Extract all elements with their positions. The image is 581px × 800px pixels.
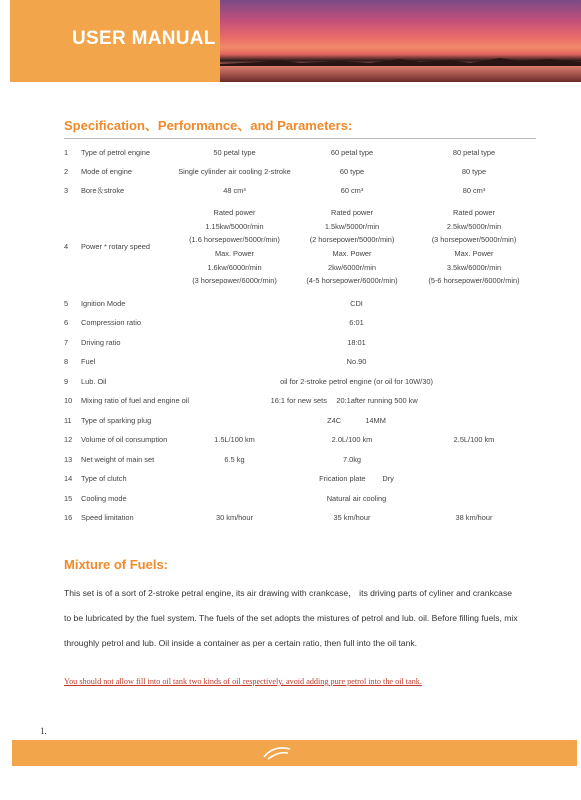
power-line: 1.6kw/6000r/min (207, 262, 262, 272)
power-line: (3 horsepower/5000r/min) (431, 235, 517, 245)
param-label: Driving ratio (81, 337, 121, 347)
row-number: 6 (64, 318, 69, 328)
param-label: Type of sparking plug (81, 415, 152, 425)
paragraph-line: throughly petrol and lub. Oil inside a container as per a certain ratio, then full into the oil tank. (64, 638, 418, 648)
table-row (64, 450, 536, 470)
param-label: Ignition Mode (81, 298, 126, 308)
value-50: Single cylinder air cooling 2-stroke (178, 166, 291, 176)
spec-section-title: Specification、Performance、and Parameters: (64, 118, 353, 133)
mixture-paragraph (64, 581, 536, 656)
row-number: 7 (64, 337, 69, 347)
row-number: 13 (64, 454, 73, 464)
value-60: 60 type (339, 166, 365, 176)
param-value: CDI (350, 298, 363, 308)
value-80: 38 km/hour (455, 513, 493, 523)
value-80: 80 petal type (452, 147, 496, 157)
value-60: 2.0L/100 km (331, 435, 373, 445)
value-80: 80 cm³ (462, 185, 486, 195)
table-row (64, 392, 536, 412)
param-label: Compression ratio (81, 318, 141, 328)
row-number: 15 (64, 493, 73, 503)
param-label: Type of petrol engine (81, 147, 151, 157)
power-line: Rated power (331, 208, 373, 218)
row-number: 8 (64, 357, 69, 367)
table-row (64, 509, 536, 529)
power-line: (4-5 horsepower/6000r/min) (306, 276, 398, 286)
swoosh-logo-icon (262, 745, 292, 761)
power-line: (3 horsepower/6000r/min) (192, 276, 277, 286)
param-label: Power * rotary speed (81, 242, 151, 252)
param-label: Bore＆stroke (81, 185, 125, 195)
param-label: Net weight of main set (81, 454, 155, 464)
table-row (64, 372, 536, 392)
table-row (64, 489, 536, 509)
param-label: Mode of engine (81, 166, 132, 176)
row-number: 5 (64, 298, 69, 308)
power-line: Max. Power (332, 249, 372, 258)
table-row (64, 431, 536, 451)
power-line: Rated power (213, 208, 256, 218)
row-number: 1 (64, 147, 69, 157)
table-row (64, 162, 536, 181)
paragraph-line: to be lubricated by the fuel system. The fuels of the set adopts the mistures of petrol and lub. oil. Before filling fuels, mix (64, 613, 518, 623)
table-row (64, 353, 536, 373)
value-50: 50 petal type (213, 147, 256, 157)
param-value: 18:01 (347, 337, 366, 347)
value-60: 7.0kg (342, 454, 362, 464)
power-line: Max. Power (454, 249, 494, 258)
value-60: 60 cm³ (340, 185, 364, 195)
table-row (64, 314, 536, 334)
param-label: Cooling mode (81, 493, 127, 503)
power-line: 2.5kw/5000r/min (446, 221, 502, 231)
power-50 (177, 206, 292, 288)
mixture-section-title: Mixture of Fuels: (64, 557, 169, 572)
param-value: oil for 2-stroke petrol engine (or oil for 10W/30) (280, 376, 433, 386)
row-number: 10 (64, 396, 73, 406)
power-80 (412, 206, 536, 288)
power-line: (1.6 horsepower/5000r/min) (189, 235, 280, 245)
value-80: 80 type (461, 166, 487, 176)
param-value: 6:01 (349, 318, 364, 328)
table-row (64, 181, 536, 200)
row-number: 14 (64, 474, 73, 484)
table-row (64, 333, 536, 353)
param-label: Mixing ratio of fuel and engine oil (80, 396, 190, 406)
table-row (64, 411, 536, 431)
value-80: 2.5L/100 km (453, 435, 495, 445)
param-label: Volume of oil consumption (81, 435, 168, 445)
value-60: 60 petal type (330, 147, 374, 157)
table-row-power (64, 200, 536, 294)
value-60: 35 km/hour (333, 513, 371, 523)
value-50: 1.5L/100 km (214, 435, 255, 445)
footer-bar (12, 740, 577, 766)
power-line: 1.5kw/5000r/min (324, 221, 380, 231)
value-50: 48 cm³ (223, 185, 246, 195)
param-value: 16:1 for new sets 20:1after running 500 kw (270, 396, 418, 406)
value-50: 30 km/hour (216, 513, 253, 523)
treeline-silhouette (220, 50, 581, 70)
power-line: 2kw/6000r/min (327, 262, 377, 272)
row-number: 11 (64, 415, 72, 425)
power-line: (2 horsepower/5000r/min) (309, 235, 395, 245)
power-line: (5-6 horsepower/6000r/min) (428, 276, 520, 286)
row-number: 2 (64, 166, 69, 176)
param-label: Type of clutch (81, 474, 127, 484)
warning-note: You should not allow fill into oil tank two kinds of oil respectively, avoid adding pure petrol into the oil tank. (64, 677, 422, 686)
header-banner (10, 0, 581, 82)
power-line: Rated power (453, 208, 495, 218)
param-value: Z4C 14MM (327, 415, 386, 425)
power-60 (292, 206, 412, 288)
spec-table (64, 143, 536, 528)
param-label: Fuel (81, 357, 96, 367)
param-value: Frication plate Dry (319, 474, 394, 484)
row-number: 4 (64, 242, 69, 252)
table-row (64, 470, 536, 490)
page-number: 1. (40, 726, 47, 736)
power-line: 3.5kw/6000r/min (446, 262, 502, 272)
row-number: 16 (64, 513, 73, 523)
value-50: 6.5 kg (224, 454, 245, 464)
param-value: Natural air cooling (326, 493, 387, 503)
param-value: No.90 (346, 357, 367, 367)
param-label: Speed limitation (81, 513, 134, 523)
table-row (64, 294, 536, 314)
page-title: USER MANUAL (72, 28, 216, 49)
section-divider (64, 138, 536, 139)
table-row (64, 143, 536, 162)
param-label: Lub. Oil (81, 376, 107, 386)
row-number: 12 (64, 435, 73, 445)
row-number: 9 (64, 376, 69, 386)
power-line: 1.15kw/5000r/min (205, 221, 264, 231)
power-line: Max. Power (214, 249, 255, 258)
row-number: 3 (64, 185, 69, 195)
paragraph-line: This set is of a sort of 2-stroke petral engine, its air drawing with crankcase， its driving parts of cyliner and crankcase (64, 588, 513, 598)
